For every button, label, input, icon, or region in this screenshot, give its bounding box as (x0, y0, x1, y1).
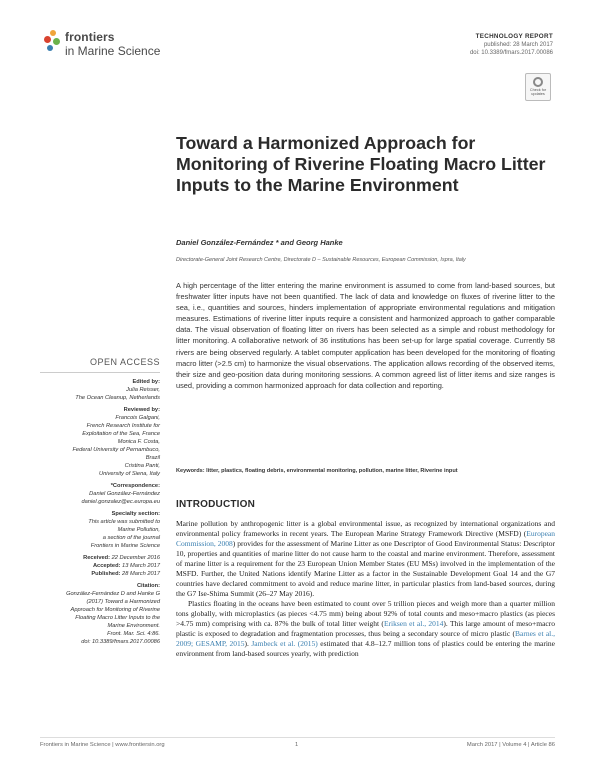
journal-logo[interactable] (44, 28, 204, 64)
citation-line: González-Fernández D and Hanke G (66, 591, 160, 597)
reviewer-line: French Research Institute for (86, 423, 160, 429)
article-title: Toward a Harmonized Approach for Monitoring of Riverine Floating Macro Litter Inputs to the Marine Environment (176, 133, 546, 195)
article-type: TECHNOLOGY REPORT (475, 33, 553, 40)
paragraph (176, 599, 555, 659)
paragraph (176, 519, 555, 599)
reviewer-line: Francois Galgani, (115, 415, 160, 421)
correspondence-name: Daniel González-Fernández (89, 491, 160, 497)
paragraph-text: ). (244, 639, 252, 648)
specialty-line: a section of the journal (102, 535, 160, 541)
paragraph-text: Marine pollution by anthropogenic litter is a global environmental issue, as recognized by international organizations and environmental policy frameworks in recent years. The European Marine Strategy Framework Directive (MSFD) ( (176, 519, 555, 538)
reviewed-by-label: Reviewed by: (123, 407, 160, 413)
published-date: published: 28 March 2017 (483, 42, 553, 48)
keywords (176, 468, 555, 474)
page-number: 1 (295, 742, 299, 748)
sidebar-divider (40, 372, 160, 373)
check-updates-label: Check for updates (529, 88, 547, 96)
specialty-line: This article was submitted to (88, 519, 160, 525)
citation-line: (2017) Toward a Harmonized (86, 599, 160, 605)
open-access-label: OPEN ACCESS (89, 357, 160, 367)
reviewer-line: Federal University of Pernambuco, (72, 447, 160, 453)
keywords-list: litter, plastics, floating debris, environmental monitoring, pollution, marine litter, Riverine input (206, 468, 458, 474)
citation-line: Marine Environment. (107, 623, 160, 629)
specialty-label: Specialty section: (111, 511, 160, 517)
specialty-line: Frontiers in Marine Science (90, 543, 160, 549)
accepted-date: 13 March 2017 (122, 563, 160, 569)
published-line (40, 570, 160, 578)
accepted-line (40, 562, 160, 570)
reviewer-line: University of Siena, Italy (98, 471, 160, 477)
citation-link[interactable]: Eriksen et al., 2014 (383, 619, 444, 628)
specialty-line: Marine Pollution, (117, 527, 160, 533)
editor-info (40, 378, 160, 646)
correspondence-email[interactable]: daniel.gonzalez@ec.europa.eu (81, 499, 160, 505)
check-for-updates-button[interactable] (525, 73, 551, 101)
citation-label: Citation: (136, 583, 160, 589)
paragraph-text: ). This large amount of meso+macro plastic is exposed to degradation and fragmentation processes, thus being a secondary source of micro plastic ( (176, 619, 555, 638)
reviewer-line: Monica F. Costa, (117, 439, 160, 445)
author-list[interactable]: Daniel González-Fernández * and Georg Hanke (176, 238, 343, 247)
published-label: Published: (91, 571, 121, 577)
received-line (40, 554, 160, 562)
citation-line: Approach for Monitoring of Riverine (70, 607, 160, 613)
citation-link[interactable]: Barnes et al., 2009; GESAMP, 2015 (176, 629, 555, 648)
editor-line: The Ocean Cleanup, Netherlands (75, 395, 160, 401)
refresh-icon (533, 77, 543, 87)
editor-line: Julia Reisser, (126, 387, 160, 393)
correspondence-label: *Correspondence: (110, 483, 160, 489)
footer-journal[interactable]: Frontiers in Marine Science | www.frontiersin.org (40, 742, 165, 748)
section-heading-introduction: INTRODUCTION (176, 499, 256, 510)
citation-line[interactable]: doi: 10.3389/fmars.2017.00086 (81, 639, 160, 645)
journal-brand: frontiers (65, 30, 115, 44)
affiliation: Directorate-General Joint Research Centre, Directorate D – Sustainable Resources, European Commission, Ispra, Italy (176, 257, 466, 263)
journal-name: in Marine Science (65, 44, 161, 58)
reviewer-line: Brazil (145, 455, 160, 461)
citation-line: Front. Mar. Sci. 4:86. (107, 631, 160, 637)
keywords-label: Keywords: (176, 468, 205, 474)
citation-link[interactable]: Jambeck et al. (2015) (251, 639, 318, 648)
introduction-body (176, 519, 555, 659)
footer-issue: March 2017 | Volume 4 | Article 86 (466, 742, 555, 748)
abstract: A high percentage of the litter entering the marine environment is assumed to come from land-based sources, but freshwater litter inputs have not been quantified. The lack of data and knowledge on fluxes of riverine litter to the sea, i.e., quantities and sources, hinders implementation of appropriate environmental regulations and mitigation measures. Estimations of riverine litter inputs require a consistent and harmonized approach to gather comparable data. The visual observation of floating litter on rivers has been selected as a simple and robust methodology for litter monitoring. A collaborative network of 36 institutions has been set-up for large spatial coverage. Currently 58 rivers are being observed regularly. A tablet computer application has been developed for the monitoring of floating macro litter (>2.5 cm) to harmonize the visual observations. The application allows recording of the observed items, their size and geo-position data during monitoring sessions. A common agreed list of litter items and size ranges is used, providing a common harmonized approach for data collection and reporting. (176, 281, 555, 390)
received-label: Received: (83, 555, 111, 561)
reviewer-line: Cristina Panti, (124, 463, 160, 469)
article-doi[interactable]: doi: 10.3389/fmars.2017.00086 (469, 50, 553, 56)
frontiers-logo-icon (44, 30, 62, 52)
paragraph-text: ) provides for the assessment of Marine Litter as one Descriptor of Good Environmental Status: Descriptor 10, properties and quantities of marine litter do not cause harm to the coastal and marine environment. Therefore, assessment of marine litter is a requirement for the 23 European Union Member States (EU MSs) involved in the implementation of the MSFD. Further, the United Nations identify Marine Litter as a factor in the Sustainable Development Goal 14 and the G7 countries have declared commitment to avoid and reduce marine litter, in particular plastics from land-based sources, during the G7 Ise-Shima Summit (26–27 May 2016). (176, 539, 555, 598)
paragraph-text: Plastics floating in the oceans have been estimated to count over 5 trillion pieces and weigh more than a quarter million tons globally, with microplastics (as pieces <4.75 mm) being about 92% of total counts and meso+macro plastics (as pieces >4.75 mm) comprising with ca. 87% the bulk of total litter weight ( (176, 599, 555, 628)
accepted-label: Accepted: (92, 563, 121, 569)
citation-link[interactable]: European Commission, 2008 (176, 529, 555, 548)
edited-by-label: Edited by: (132, 379, 160, 385)
footer-divider (40, 737, 555, 738)
published-date-sidebar: 28 March 2017 (122, 571, 160, 577)
citation-line: Floating Macro Litter Inputs to the (75, 615, 160, 621)
paragraph-text: estimated that 4.8–12.7 million tons of plastics could be entering the marine environment from land-based sources yearly, with prediction (176, 639, 556, 658)
received-date: 22 December 2016 (111, 555, 160, 561)
article-meta (470, 33, 553, 57)
reviewer-line: Exploitation of the Sea, France (82, 431, 160, 437)
